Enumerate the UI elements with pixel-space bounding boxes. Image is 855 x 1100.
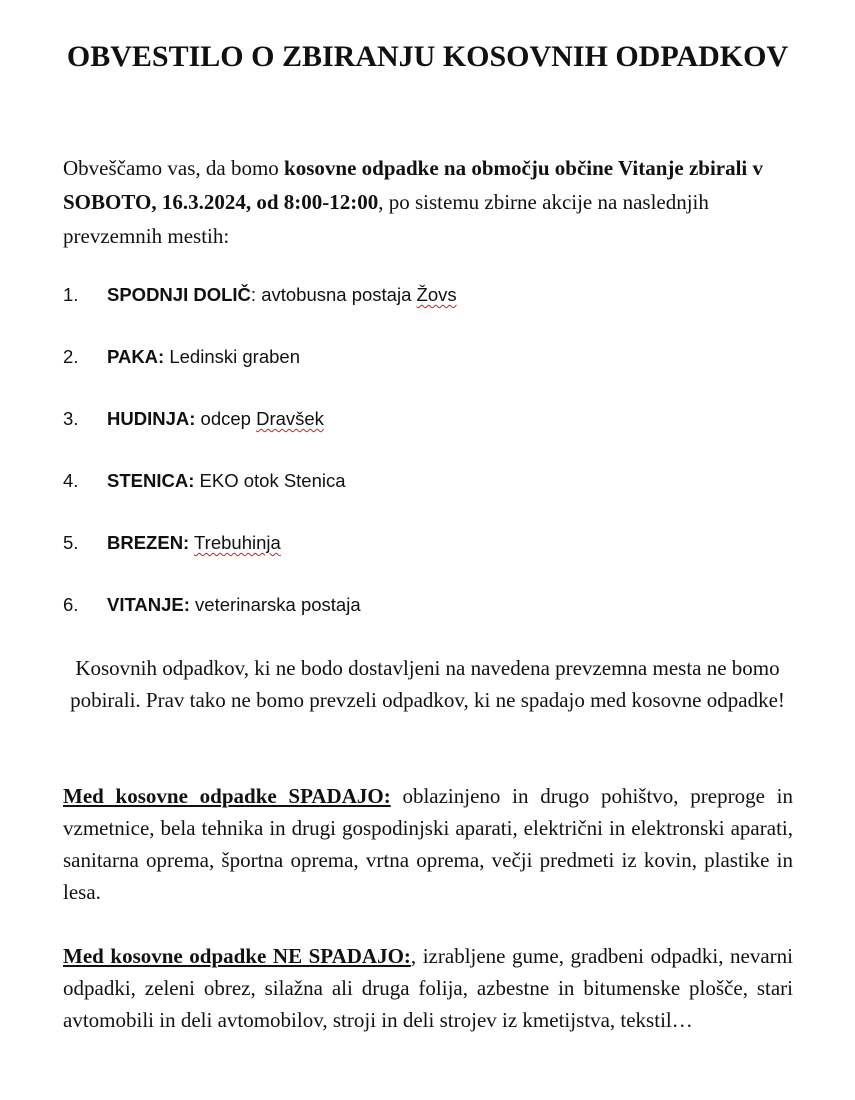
intro-highlight: kosovne odpadke na območju občine Vitanje zbirali v SOBOTO, 16.3.2024, od 8:00-12:00 <box>63 156 764 214</box>
location-place: avtobusna postaja <box>256 284 417 305</box>
location-separator: : <box>250 284 257 305</box>
location-item <box>63 464 763 526</box>
included-items-paragraph <box>63 780 793 908</box>
location-place: EKO otok Stenica <box>194 470 346 491</box>
excluded-items-paragraph <box>63 940 793 1036</box>
location-number: 5. <box>63 532 79 553</box>
location-number: 6. <box>63 594 79 615</box>
intro-text-end: , po sistemu zbirne akcije na naslednjih prevzemnih mestih: <box>63 190 709 248</box>
notice-paragraph: Kosovnih odpadkov, ki ne bodo dostavljeni na navedena prevzemna mesta ne bomo pobirali. Prav tako ne bomo prevzeli odpadkov, ki ne spadajo med kosovne odpadke! <box>70 656 785 712</box>
included-label: Med kosovne odpadke SPADAJO: <box>63 784 391 808</box>
included-text: oblazinjeno in drugo pohištvo, preproge in vzmetnice, bela tehnika in drugi gospodinjski aparati, električni in elektronski aparati, sanitarna oprema, športna oprema, vrtna oprema, večji predmeti iz kovin, plastike in lesa. <box>63 784 793 904</box>
location-item <box>63 526 763 588</box>
location-name: BREZEN: <box>107 532 190 553</box>
location-item <box>63 278 763 340</box>
location-item <box>63 402 763 464</box>
location-item <box>63 588 763 650</box>
location-place-marked: Trebuhinja <box>194 532 281 553</box>
location-number: 4. <box>63 470 79 491</box>
location-name: SPODNJI DOLIČ <box>107 284 251 305</box>
location-number: 2. <box>63 346 79 367</box>
location-name: PAKA: <box>107 346 165 367</box>
collection-locations-list <box>63 278 763 650</box>
location-place-marked: Žovs <box>416 284 457 305</box>
excluded-text: , izrabljene gume, gradbeni odpadki, nevarni odpadki, zeleni obrez, silažna ali druga folija, azbestne in bitumenske plošče, stari avtomobili in deli avtomobilov, stroji in deli strojev iz kmetijstva, tekstil… <box>63 944 793 1032</box>
location-name: HUDINJA: <box>107 408 196 429</box>
intro-text: Obveščamo vas, da bomo <box>63 156 285 180</box>
location-number: 3. <box>63 408 79 429</box>
location-place: Ledinski graben <box>164 346 300 367</box>
location-name: STENICA: <box>107 470 195 491</box>
location-place: veterinarska postaja <box>189 594 361 615</box>
location-name: VITANJE: <box>107 594 190 615</box>
location-item <box>63 340 763 402</box>
location-number: 1. <box>63 284 79 305</box>
location-place: odcep <box>195 408 257 429</box>
intro-paragraph <box>63 151 793 253</box>
document-title: OBVESTILO O ZBIRANJU KOSOVNIH ODPADKOV <box>66 40 789 73</box>
excluded-label: Med kosovne odpadke NE SPADAJO: <box>63 944 411 968</box>
location-place-marked: Dravšek <box>256 408 324 429</box>
